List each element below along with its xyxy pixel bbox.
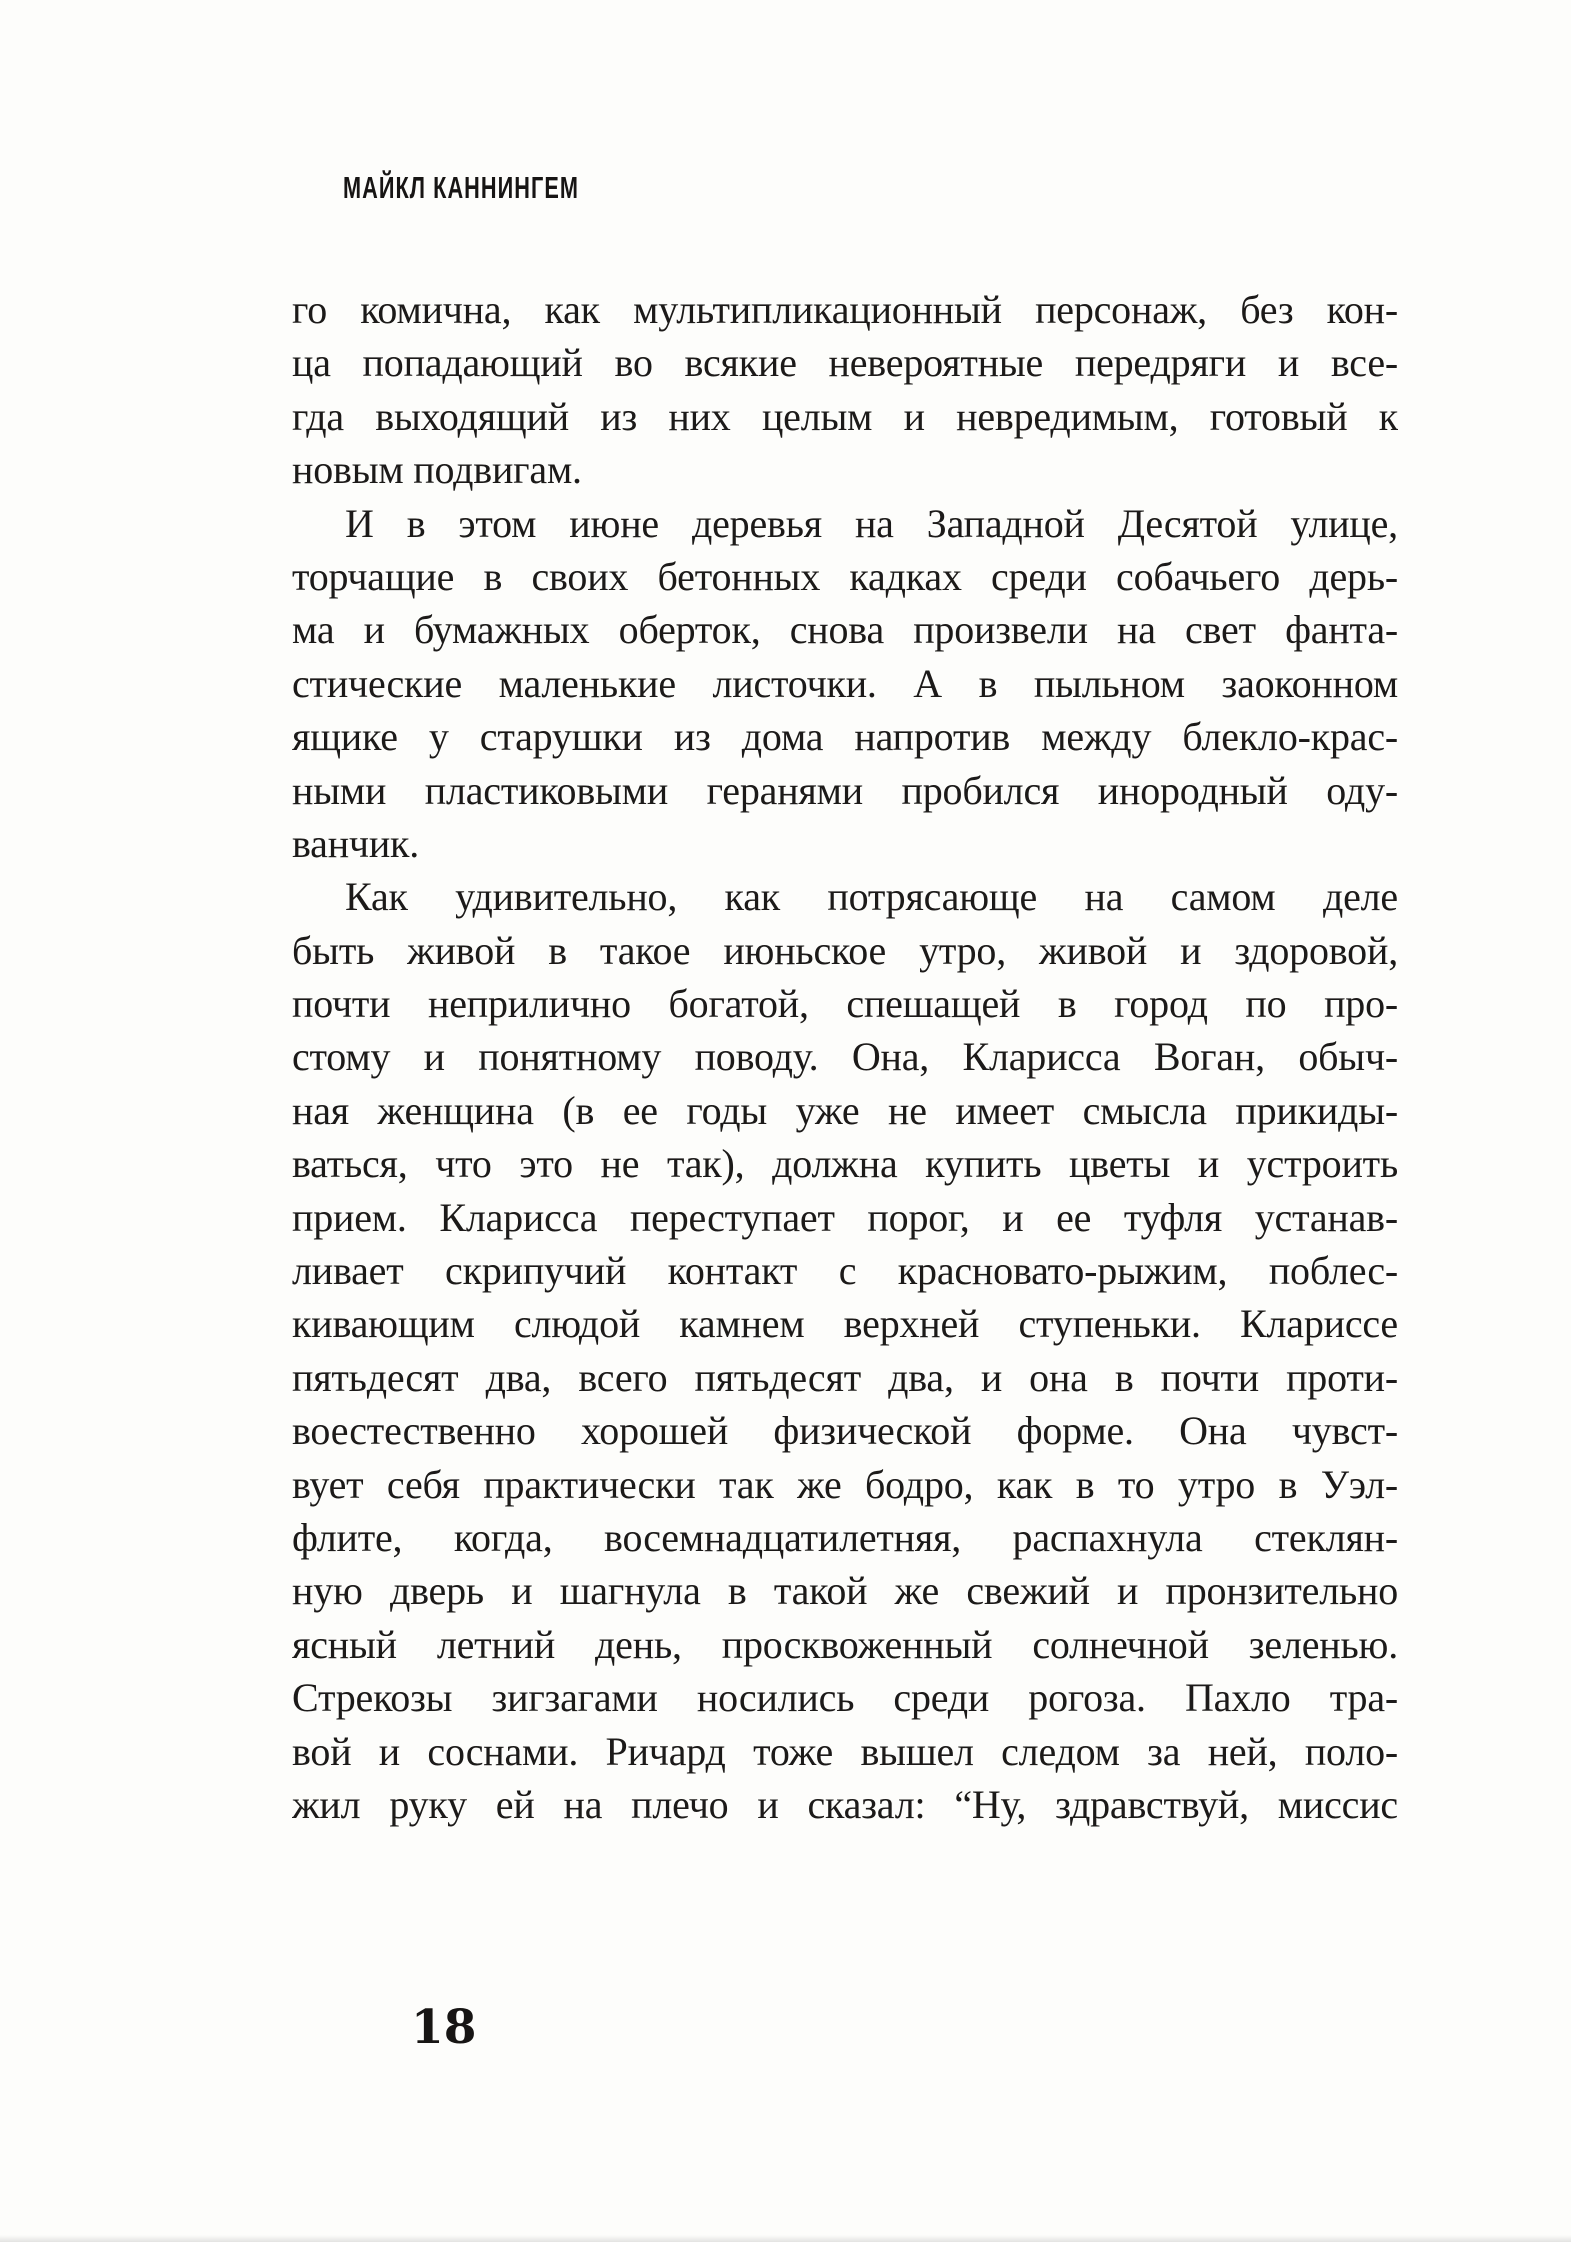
body-text [292,283,1398,1831]
text-line: торчащие в своих бетонных кадках среди собачьего дерь- [292,553,1398,599]
text-line: Как удивительно, как потрясающе на самом деле [345,874,1398,920]
text-line: ма и бумажных оберток, снова произвели на свет фанта- [292,607,1398,653]
page-number: 18 [411,2000,477,2055]
text-line: ящике у старушки из дома напротив между блекло-крас- [292,714,1398,760]
text-line: жил руку ей на плечо и сказал: “Ну, здравствуй, миссис [292,1781,1398,1827]
text-line: ную дверь и шагнула в такой же свежий и пронзительно [292,1568,1398,1614]
text-line: флите, когда, восемнадцатилетняя, распахнула стеклян- [292,1514,1398,1560]
text-line: ная женщина (в ее годы уже не имеет смысла прикиды- [292,1087,1398,1133]
text-line: почти неприлично богатой, спешащей в город по про- [292,981,1398,1027]
text-line: ваться, что это не так), должна купить цветы и устроить [292,1141,1398,1187]
paragraph [292,870,1398,1831]
scan-edge-shadow [0,2235,1571,2242]
text-line: вой и соснами. Ричард тоже вышел следом за ней, поло- [292,1728,1398,1774]
text-line: стому и понятному поводу. Она, Кларисса Воган, обыч- [292,1034,1398,1080]
text-line: ясный летний день, просквоженный солнечной зеленью. [292,1621,1398,1667]
text-line: И в этом июне деревья на Западной Десятой улице, [345,500,1398,546]
text-line: ца попадающий во всякие невероятные передряги и все- [292,340,1398,386]
text-line: кивающим слюдой камнем верхней ступеньки. Клариссе [292,1301,1398,1347]
text-line: прием. Кларисса переступает порог, и ее туфля устанав- [292,1194,1398,1240]
text-line: быть живой в такое июньское утро, живой и здоровой, [292,927,1398,973]
text-line: стические маленькие листочки. А в пыльном заоконном [292,660,1398,706]
text-line: пятьдесят два, всего пятьдесят два, и она в почти проти- [292,1354,1398,1400]
text-line: гда выходящий из них целым и невредимым, готовый к [292,393,1398,439]
paragraph [292,497,1398,871]
text-line: Стрекозы зигзагами носились среди рогоза. Пахло тра- [292,1675,1398,1721]
running-header-author: МАЙКЛ КАННИНГЕМ [343,170,579,205]
text-line: ванчик. [292,820,420,866]
text-line: го комична, как мультипликационный персонаж, без кон- [292,287,1398,332]
text-line: новым подвигам. [292,447,582,493]
text-line: ливает скрипучий контакт с красновато-рыжим, поблес- [292,1248,1398,1294]
text-line: ными пластиковыми геранями пробился инородный оду- [292,767,1398,813]
text-line: вует себя практически так же бодро, как в то утро в Уэл- [292,1461,1398,1507]
text-line: воестественно хорошей физической форме. Она чувст- [292,1408,1398,1454]
paragraph [292,283,1398,497]
